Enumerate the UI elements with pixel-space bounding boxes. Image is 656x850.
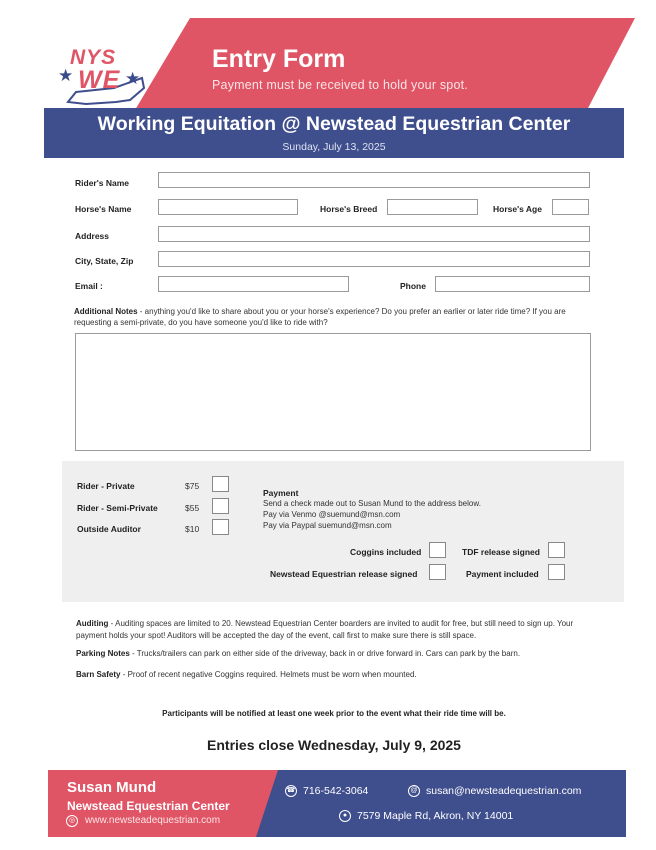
barn-safety-info: Barn Safety - Proof of recent negative Coggins required. Helmets must be worn when mounted. [76, 670, 417, 679]
horse-name-field[interactable] [158, 199, 298, 215]
rider-semi-private-checkbox[interactable] [212, 498, 229, 514]
option-label: Rider - Semi-Private [77, 503, 158, 513]
city-state-zip-field[interactable] [158, 251, 590, 267]
participants-notice: Participants will be notified at least one week prior to the event what their ride time will be. [162, 709, 506, 718]
address-contact: ● 7579 Maple Rd, Akron, NY 14001 [339, 810, 513, 822]
option-price: $10 [185, 524, 200, 534]
email-icon: @ [408, 785, 420, 797]
logo-text-we: WE [78, 66, 121, 94]
parking-info: Parking Notes - Trucks/trailers can park on either side of the driveway, back in or drive forward in. Cars can park by the barn. [76, 649, 521, 658]
payment-heading: Payment [263, 488, 299, 498]
location-icon: ● [339, 810, 351, 822]
website-link[interactable]: ◎ www.newsteadequestrian.com [85, 815, 220, 826]
star-icon: ★ [125, 69, 141, 88]
options-panel [62, 461, 624, 602]
star-icon: ★ [58, 66, 74, 85]
payment-line: Send a check made out to Susan Mund to the address below. [263, 499, 481, 508]
phone-field[interactable] [435, 276, 590, 292]
coggins-included-checkbox[interactable] [429, 542, 446, 558]
event-date: Sunday, July 13, 2025 [282, 141, 386, 153]
email-contact[interactable]: @ susan@newsteadequestrian.com [408, 785, 581, 797]
address-field[interactable] [158, 226, 590, 242]
nec-release-label: Newstead Equestrian release signed [270, 569, 418, 579]
coggins-included-label: Coggins included [350, 547, 422, 557]
payment-line: Pay via Venmo @suemund@msn.com [263, 510, 401, 519]
rider-private-checkbox[interactable] [212, 476, 229, 492]
rider-name-field[interactable] [158, 172, 590, 188]
header-red-banner [135, 18, 635, 110]
nec-release-checkbox[interactable] [429, 564, 446, 580]
logo-text-nys: NYS [70, 46, 117, 69]
rider-name-label: Rider's Name [75, 178, 129, 188]
horse-breed-field[interactable] [387, 199, 478, 215]
phone-icon: ☎ [285, 785, 297, 797]
phone-contact[interactable]: ☎ 716-542-3064 [286, 785, 369, 797]
city-state-zip-label: City, State, Zip [75, 256, 134, 266]
additional-notes-label: Additional Notes - anything you'd like to share about you or your horse's experience? Do you prefer an earlier or later ride time? If you are requesting a semi-private, do you have someone you'd like to ride with? [74, 307, 566, 327]
horse-age-field[interactable] [552, 199, 589, 215]
event-title: Working Equitation @ Newstead Equestrian Center [97, 113, 571, 135]
address-label: Address [75, 231, 110, 241]
phone-label: Phone [400, 281, 426, 291]
outside-auditor-checkbox[interactable] [212, 519, 229, 535]
contact-organization: Newstead Equestrian Center [67, 799, 230, 813]
contact-name: Susan Mund [67, 779, 157, 796]
entries-close-notice: Entries close Wednesday, July 9, 2025 [207, 737, 461, 753]
option-label: Rider - Private [77, 481, 135, 491]
additional-notes-textarea[interactable] [75, 333, 591, 451]
globe-icon: ◎ [66, 815, 78, 827]
tdf-release-label: TDF release signed [462, 547, 540, 557]
option-price: $75 [185, 481, 200, 491]
option-price: $55 [185, 503, 200, 513]
horse-age-label: Horse's Age [493, 204, 542, 214]
horse-breed-label: Horse's Breed [320, 204, 378, 214]
payment-included-checkbox[interactable] [548, 564, 565, 580]
email-label: Email : [75, 281, 103, 291]
email-field[interactable] [158, 276, 349, 292]
page-title: Entry Form [212, 45, 346, 73]
tdf-release-checkbox[interactable] [548, 542, 565, 558]
page-subtitle: Payment must be received to hold your spot. [212, 78, 468, 92]
payment-included-label: Payment included [466, 569, 539, 579]
horse-name-label: Horse's Name [75, 204, 132, 214]
payment-line: Pay via Paypal suemund@msn.com [263, 521, 392, 530]
auditing-info: Auditing - Auditing spaces are limited to 20. Newstead Equestrian Center boarders are invited to audit for free, but still need to sign up. Your payment holds your spot! Auditors will be accepted the day of the event, call first to make sure there is still space. [76, 619, 574, 640]
option-label: Outside Auditor [77, 524, 141, 534]
